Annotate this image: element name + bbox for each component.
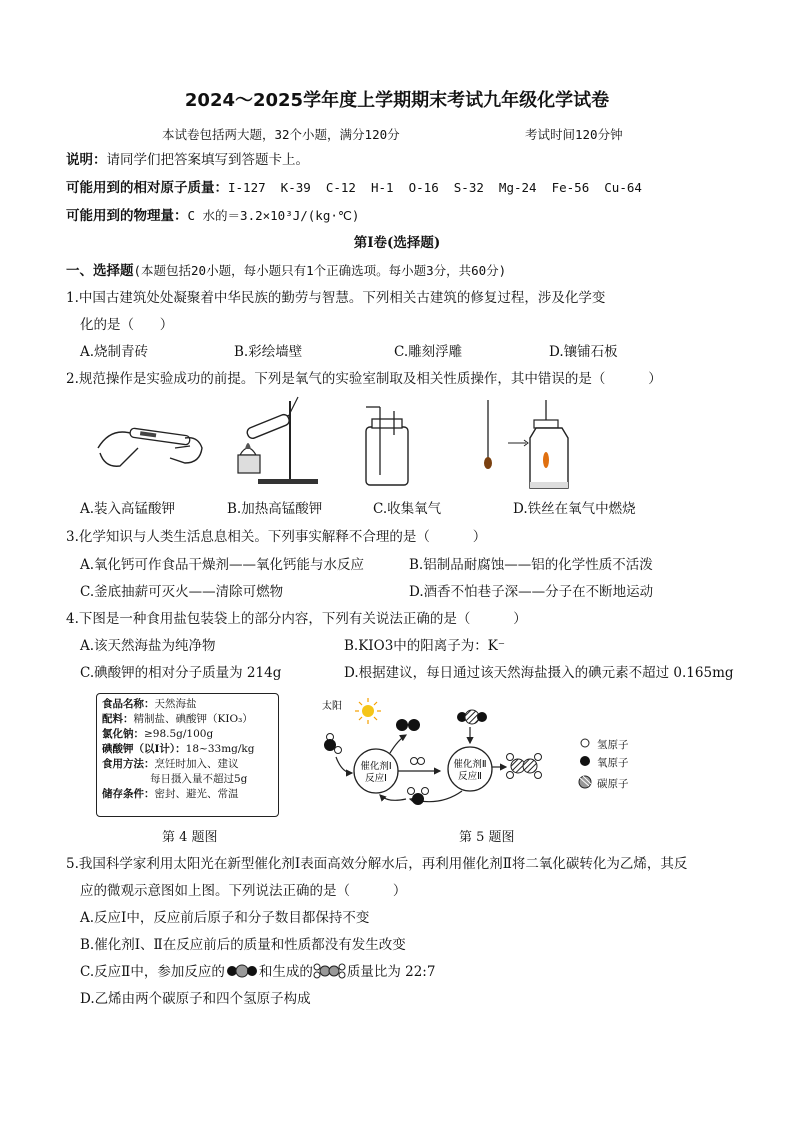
- section-header: [66, 262, 506, 280]
- water-molecule-2: [408, 788, 429, 806]
- legend-oxygen: 氧原子: [597, 757, 629, 769]
- note-label: 说明：: [66, 152, 107, 168]
- salt-label-box: [96, 693, 279, 817]
- q4-option-c: C.碘酸钾的相对分子质量为 214g: [80, 665, 282, 681]
- reaction-diagram: [310, 695, 580, 815]
- section-label: 一、选择题: [66, 263, 134, 279]
- co2-inline-icon: [225, 964, 259, 978]
- oxygen-legend-icon: [580, 756, 590, 766]
- salt-store-value: 密封、避光、常温: [154, 788, 239, 800]
- water-molecule: [324, 734, 342, 754]
- q2-option-b: B.加热高锰酸钾: [227, 501, 323, 517]
- sun-label: 太阳: [322, 701, 342, 712]
- q2-image-c: [360, 405, 420, 490]
- q1-option-c: C.雕刻浮雕: [394, 344, 463, 360]
- q1-stem-line2: 化的是（ ）: [80, 317, 174, 333]
- ethylene-inline-icon: [313, 963, 347, 979]
- salt-nacl-key: 氯化钠：: [102, 728, 144, 740]
- q3-option-b: B.铝制品耐腐蚀——铝的化学性质不活泼: [409, 557, 653, 573]
- sun-icon: [355, 698, 381, 724]
- q3-option-c: C.釜底抽薪可灭火——清除可燃物: [80, 584, 284, 600]
- atomic-mass-line: [66, 179, 642, 197]
- section-text: (本题包括20小题，每小题只有1个正确选项。每小题3分，共60分): [133, 263, 507, 278]
- volume-title: 第Ⅰ卷(选择题): [353, 235, 441, 251]
- exam-title: 2024～2025学年度上学期期末考试九年级化学试卷: [184, 90, 610, 111]
- q5-option-c: [80, 963, 435, 981]
- catalyst-1-label: 催化剂Ⅰ: [360, 761, 392, 772]
- q4-option-a: A.该天然海盐为纯净物: [80, 638, 216, 654]
- q2-image-b: [228, 393, 328, 488]
- atomic-label: 可能用到的相对原子质量：: [66, 180, 228, 196]
- salt-use-value-2: 每日摄入量不超过5g: [150, 773, 248, 785]
- q3-option-a: A.氧化钙可作食品干燥剂——氧化钙能与水反应: [80, 557, 365, 573]
- note-text: 请同学们把答案填写到答题卡上。: [106, 152, 309, 168]
- salt-ingredients-value: 精制盐、碘酸钾（KIO₃）: [133, 713, 253, 725]
- q3-option-d: D.酒香不怕巷子深——分子在不断地运动: [409, 584, 654, 600]
- legend-carbon: 碳原子: [597, 778, 629, 790]
- q5-option-a: A.反应Ⅰ中，反应前后原子和分子数目都保持不变: [80, 910, 370, 926]
- q2-option-c: C.收集氧气: [373, 501, 442, 517]
- reaction-1-label: 反应Ⅰ: [365, 773, 387, 784]
- q5-option-c-mid: 和生成的: [258, 964, 313, 980]
- physics-label: 可能用到的物理量：: [66, 208, 188, 224]
- salt-name-key: 食品名称：: [102, 698, 155, 710]
- physics-values: C 水的＝3.2×10³J/(kg·℃): [187, 208, 360, 223]
- salt-kio3-key: 碘酸钾（以I计）：: [102, 743, 186, 755]
- salt-ingredients-key: 配料：: [102, 713, 134, 725]
- q4-stem: 4.下图是一种食用盐包装袋上的部分内容，下列有关说法正确的是（ ）: [66, 611, 527, 627]
- q1-stem-line1: 1.中国古建筑处处凝聚着中华民族的勤劳与智慧。下列相关古建筑的修复过程，涉及化学变: [66, 290, 606, 306]
- salt-use-value-1: 烹饪时加入、建议: [154, 758, 239, 770]
- salt-nacl-value: ≥98.5g/100g: [144, 728, 214, 740]
- hydrogen-legend-icon: [581, 739, 589, 747]
- q4-option-b: B.KIO3中的阳离子为：K⁻: [344, 638, 505, 654]
- q5-stem-line2: 应的微观示意图如上图。下列说法正确的是（ ）: [80, 883, 407, 899]
- q3-stem: 3.化学知识与人类生活息息相关。下列事实解释不合理的是（ ）: [66, 529, 487, 545]
- exam-info-right: 考试时间120分钟: [525, 127, 623, 142]
- q2-image-a: [90, 408, 210, 483]
- q5-option-d: D.乙烯由两个碳原子和四个氢原子构成: [80, 991, 311, 1007]
- legend-markers: [576, 735, 594, 805]
- atomic-values: I-127 K-39 C-12 H-1 O-16 S-32 Mg-24 Fe-56 Cu-64: [228, 180, 642, 195]
- q2-image-d: [468, 398, 588, 493]
- q1-option-a: A.烧制青砖: [80, 344, 149, 360]
- exam-info-left: 本试卷包括两大题，32个小题，满分120分: [162, 127, 400, 142]
- co2-molecule: [457, 710, 487, 724]
- salt-kio3-value: 18~33mg/kg: [185, 743, 255, 755]
- reaction-2-label: 反应Ⅱ: [458, 771, 482, 782]
- q5-option-c-prefix: C.反应Ⅱ中，参加反应的: [80, 964, 225, 980]
- q2-option-d: D.铁丝在氧气中燃烧: [513, 501, 636, 517]
- figure-5-caption: 第 5 题图: [459, 830, 515, 845]
- q4-option-d: D.根据建议，每日通过该天然海盐摄入的碘元素不超过 0.165mg: [344, 665, 734, 681]
- catalyst-2-label: 催化剂Ⅱ: [453, 759, 487, 770]
- q1-option-d: D.镶铺石板: [549, 344, 618, 360]
- o2-molecule: [396, 719, 420, 731]
- legend-hydrogen: 氢原子: [597, 739, 629, 751]
- q2-option-a: A.装入高锰酸钾: [80, 501, 176, 517]
- physics-line: [66, 207, 359, 225]
- note-line: [66, 151, 309, 169]
- q5-option-b: B.催化剂Ⅰ、Ⅱ在反应前后的质量和性质都没有发生改变: [80, 937, 406, 953]
- figure-4-caption: 第 4 题图: [162, 830, 218, 845]
- salt-name-value: 天然海盐: [154, 698, 197, 710]
- h2-molecule-1: [411, 758, 425, 765]
- q2-stem: 2.规范操作是实验成功的前提。下列是氧气的实验室制取及相关性质操作，其中错误的是（ ）: [66, 371, 662, 387]
- ethylene-molecule: [507, 754, 542, 779]
- salt-store-key: 储存条件：: [102, 788, 155, 800]
- q1-option-b: B.彩绘墙壁: [234, 344, 303, 360]
- salt-use-key: 食用方法：: [102, 758, 155, 770]
- q5-stem-line1: 5.我国科学家利用太阳光在新型催化剂Ⅰ表面高效分解水后，再利用催化剂Ⅱ将二氧化碳转化为乙烯，其反: [66, 856, 688, 872]
- q5-option-c-suffix: 质量比为 22:7: [346, 964, 436, 980]
